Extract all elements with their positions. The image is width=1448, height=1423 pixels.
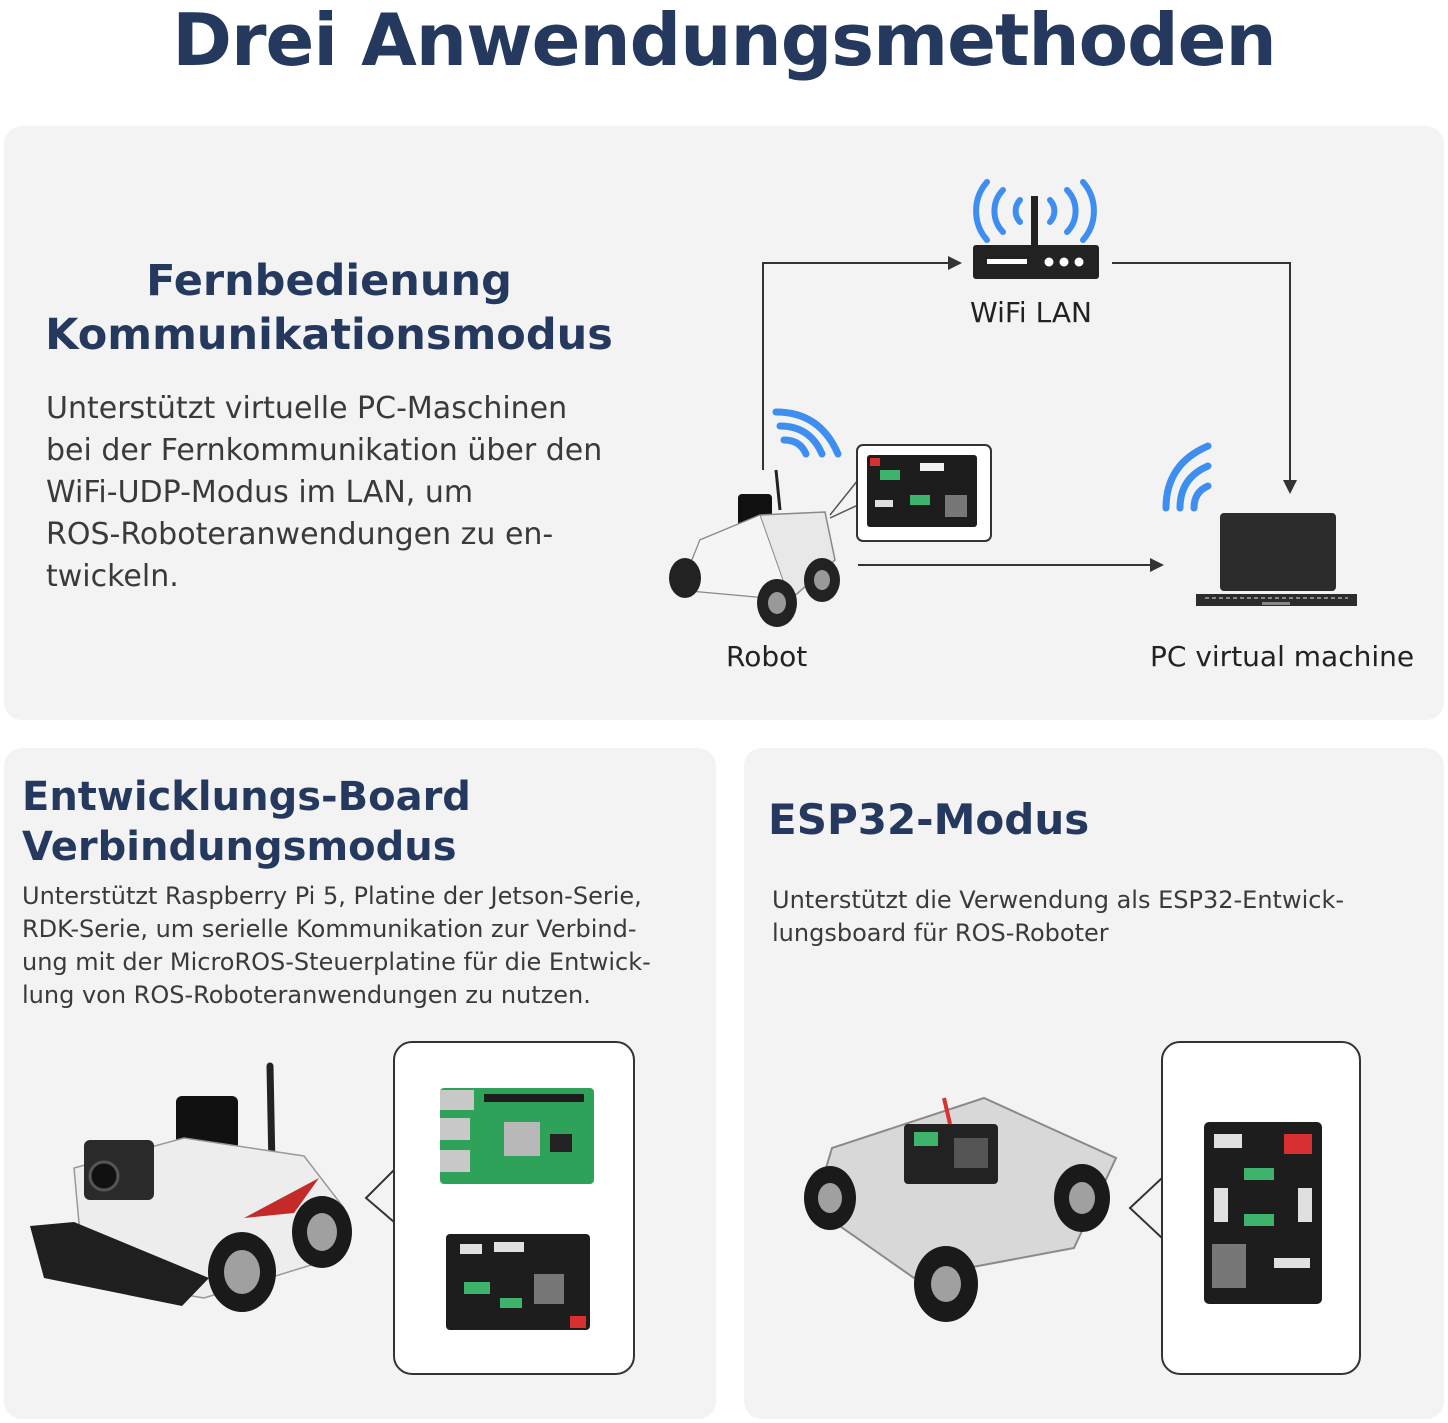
text-line: WiFi-UDP-Modus im LAN, um (46, 475, 474, 510)
laptop-icon (1196, 513, 1357, 606)
dev-board-illustration (4, 1038, 716, 1419)
robot-car-large-icon (30, 1066, 352, 1312)
esp32-title: ESP32-Modus (768, 795, 1090, 844)
text-line: RDK-Serie, um serielle Kommunikation zur Verbind- (22, 915, 637, 943)
text-line: Unterstützt virtuelle PC-Maschinen (46, 391, 568, 426)
dev-board-title (22, 772, 702, 872)
arrow-router-to-pc (1112, 263, 1290, 492)
remote-mode-title-line2: Kommunikationsmodus (45, 310, 613, 360)
boards-callout (366, 1042, 634, 1374)
text-line: lung von ROS-Roboteranwendungen zu nutzen. (22, 981, 591, 1009)
raspberry-pi-board-icon (440, 1088, 594, 1184)
control-board-callout (830, 445, 991, 541)
esp32-illustration (744, 1038, 1444, 1419)
esp32-panel (744, 748, 1444, 1419)
pc-wifi-icon (1166, 446, 1208, 508)
dev-board-title-line1: Entwicklungs-Board (22, 774, 471, 820)
esp32-board-icon (1204, 1122, 1322, 1304)
chassis-car-icon (804, 1098, 1116, 1322)
router-icon (973, 182, 1099, 279)
dev-board-description (22, 880, 702, 1012)
dev-board-panel (4, 748, 716, 1419)
esp32-board-callout (1130, 1042, 1360, 1374)
robot-car-icon (669, 470, 840, 627)
text-line: Unterstützt die Verwendung als ESP32-Entwick- (772, 886, 1345, 914)
text-line: Unterstützt Raspberry Pi 5, Platine der Jetson-Serie, (22, 882, 642, 910)
page-title: Drei Anwendungsmethoden (172, 0, 1276, 82)
text-line: twickeln. (46, 559, 179, 594)
microros-board-icon (446, 1234, 590, 1330)
esp32-description (772, 884, 1412, 950)
pc-label: PC virtual machine (1150, 640, 1415, 673)
robot-label: Robot (726, 640, 808, 673)
robot-wifi-icon (776, 412, 838, 454)
text-line: lungsboard für ROS-Roboter (772, 919, 1109, 947)
text-line: ung mit der MicroROS-Steuerplatine für die Entwick- (22, 948, 651, 976)
dev-board-title-line2: Verbindungsmodus (22, 824, 457, 870)
text-line: bei der Fernkommunikation über den (46, 433, 603, 468)
remote-mode-title-line1: Fernbedienung (146, 256, 512, 306)
text-line: ROS-Roboteranwendungen zu en- (46, 517, 554, 552)
wifi-lan-label: WiFi LAN (970, 296, 1092, 329)
